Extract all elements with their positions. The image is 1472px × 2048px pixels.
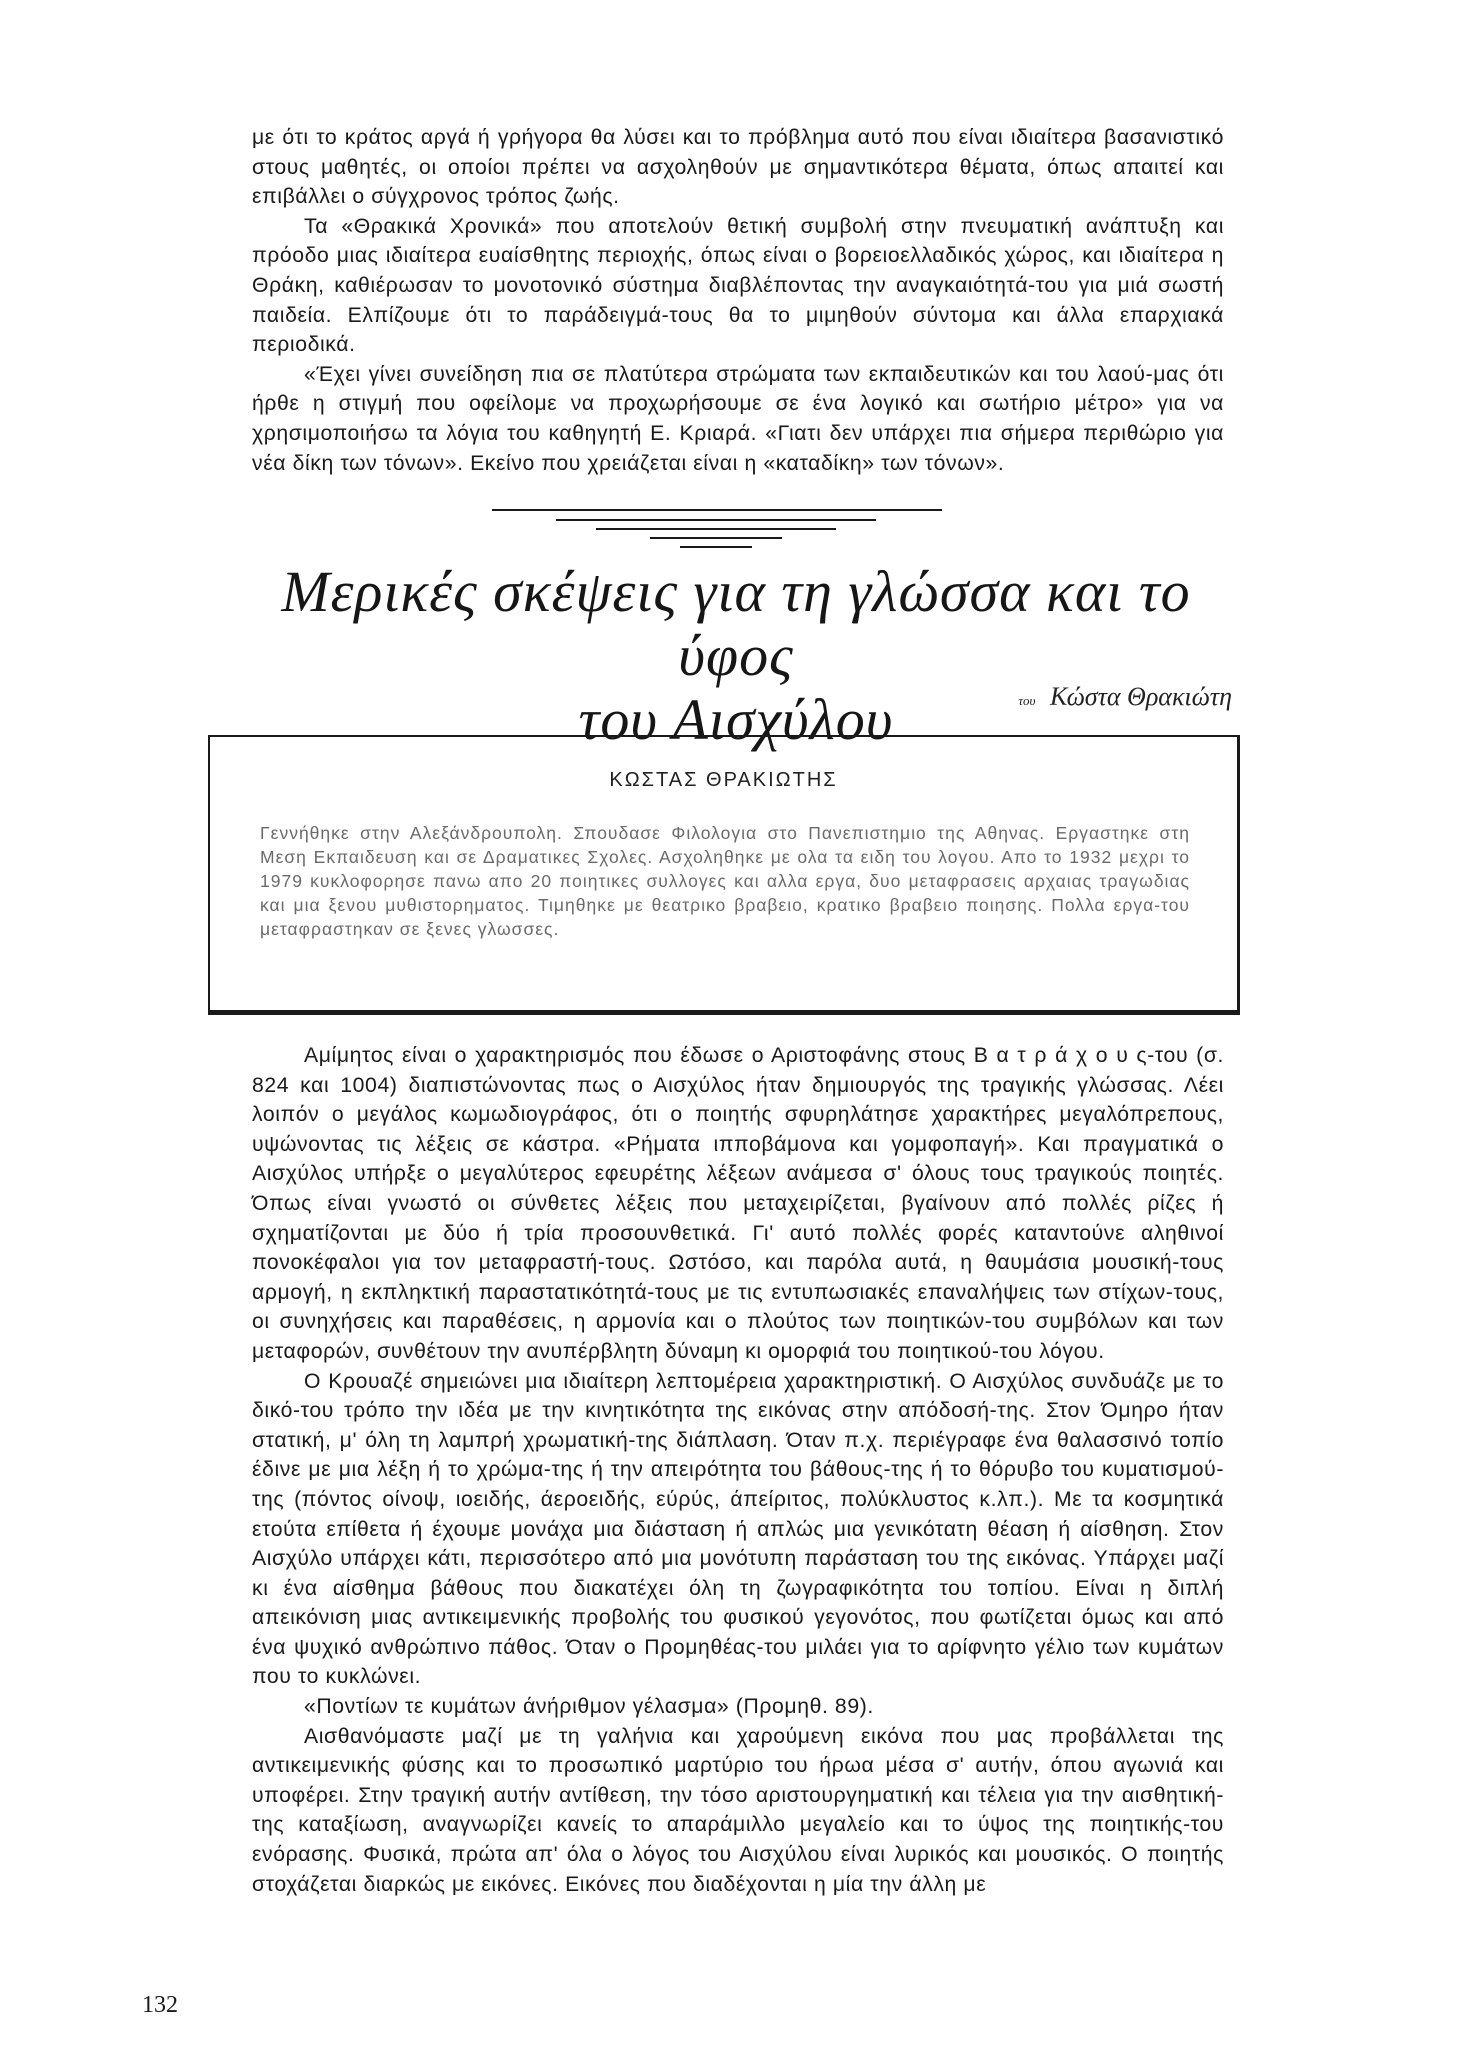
intro-paragraph-2: Τα «Θρακικά Χρονικά» που αποτελούν θετική συμβολή στην πνευματική ανάπτυξη και πρόοδο μιας ιδιαίτερα ευαίσθητης περιοχής, όπως είναι ο βορειοελλαδικός χώρος, και ιδιαίτερα η Θράκη, καθιέρωσαν το μονοτονικό σύστημα διαβλέποντας την αναγκαιότητά-του για μιά σωστή παιδεία. Ελπίζουμε ότι το παράδειγμά-τους θα το μιμηθούν σύντομα και άλλα επαρχιακά περιοδικά. — [252, 214, 1224, 357]
intro-paragraph-1: με ότι το κράτος αργά ή γρήγορα θα λύσει και το πρόβλημα αυτό που είναι ιδιαίτερα βασανιστικό στους μαθητές, οι οποίοι πρέπει να ασχοληθούν με σημαντικότερα θέματα, όπως απαιτεί και επιβάλλει ο σύγχρονος τρόπος ζωής. — [252, 126, 1224, 209]
body-paragraph-2: Ο Κρουαζέ σημειώνει μια ιδιαίτερη λεπτομέρεια χαρακτηριστική. Ο Αισχύλος συνδυάζε με το δικό-του τρόπο την ιδέα με την κινητικότητα της εικόνας στην απόδοσή-της. Στον Όμηρο ήταν στατική, μ' όλη τη λαμπρή χρωματική-της διάπλαση. Όταν π.χ. περιέγραφε ένα θαλασσινό τοπίο έδινε με μια λέξη ή το χρώμα-της ή την απειρότητα του βάθους-της ή το θόρυβο του κυματισμού-της (πόντος οίνοψ, ιοειδής, άεροειδής, εύρύς, άπείριτος, πολύκλυστος κ.λπ.). Με τα κοσμητικά ετούτα επίθετα ή έχουμε μονάχα μια διάσταση ή απλώς μια γενικότατη θέαση ή αίσθηση. Στον Αισχύλο υπάρχει κάτι, περισσότερο από μια μονότυπη παράσταση του της εικόνας. Υπάρχει μαζί κι ένα αίσθημα βάθους που διακατέχει όλη τη ζωγραφικότητα του τοπίου. Είναι η διπλή απεικόνιση μιας αντικειμενικής προβολής του φυσικού γεγονότος, που φωτίζεται όμως και από ένα ψυχικό ανθρώπινο πάθος. Όταν ο Προμηθέας-του μιλάει για το αρίφνητο γέλιο των κυμάτων που το κυκλώνει. — [252, 1369, 1224, 1689]
author-bio-box — [208, 735, 1240, 1015]
ornament-rule-4 — [650, 537, 782, 539]
intro-paragraph-3: «Έχει γίνει συνείδηση πια σε πλατύτερα στρώματα των εκπαιδευτικών και του λαού-μας ότι ήρθε η στιγμή που οφείλομε να προχωρήσουμε σε ένα λογικό και σωτήριο μέτρο» για να χρησιμοποιήσω τα λόγια του καθηγητή Ε. Κριαρά. «Γιατι δεν υπάρχει πια σήμερα περιθώριο για νέα δίκη των τόνων». Εκείνο που χρειάζεται είναι η «καταδίκη» των τόνων». — [252, 362, 1224, 475]
bio-text: Γεννήθηκε στην Αλεξάνδρουπολη. Σπουδασε Φιλολογια στο Πανεπιστημιο της Αθηνας. Εργαστηκε στη Μεση Εκπαιδευση και σε Δραματικες Σχολες. Ασχοληθηκε με ολα τα ειδη του λογου. Απο το 1932 μεχρι το 1979 κυκλοφορησε πανω απο 20 ποιητικες συλλογες και αλλα εργα, δυο μεταφρασεις αρχαιας τραγωδιας και μια ξενου μυθιστορηματος. Τιμηθηκε με θεατρικο βραβειο, κρατικο βραβειο ποιησης. Πολλα εργα-του μεταφραστηκαν σε ξενες γλωσσες. — [260, 823, 1190, 939]
ornament-rule-5 — [680, 546, 752, 548]
article-title-line-1: Μερικές σκέψεις για τη γλώσσα και το ύφος — [281, 559, 1191, 688]
ornament-rule-3 — [596, 528, 836, 530]
article-title-line-2: του Αισχύλου — [578, 687, 894, 752]
byline-author: Κώστα Θρακιώτη — [1050, 682, 1232, 711]
body-quote: «Ποντίων τε κυμάτων άνήριθμον γέλασμα» (Προμηθ. 89). — [304, 1695, 874, 1719]
article-byline — [860, 682, 1232, 716]
article-title — [236, 560, 1236, 752]
article-body — [252, 1041, 1224, 1899]
ornament-rule-1 — [492, 509, 942, 511]
intro-text — [252, 123, 1224, 478]
byline-prefix: του — [1018, 693, 1036, 708]
ornament-rule-2 — [556, 519, 876, 521]
page-number: 132 — [142, 1992, 178, 2018]
body-paragraph-3: Αισθανόμαστε μαζί με τη γαλήνια και χαρούμενη εικόνα που μας προβάλλεται της αντικειμενικής φύσης και το προσωπικό μαρτύριο του ήρωα μέσα σ' αυτήν, όπου αγωνιά και υποφέρει. Στην τραγική αυτήν αντίθεση, την τόσο αριστουργηματική και τέλεια για την αισθητική-της καταξίωση, αναγνωρίζει κανείς το απαράμιλλο μεγαλείο και το ύψος της ποιητικής-του ενόρασης. Φυσικά, πρώτα απ' όλα ο λόγος του Αισχύλου είναι λυρικός και μουσικός. Ο ποιητής στοχάζεται διαρκώς με εικόνες. Εικόνες που διαδέχονται η μία την άλλη με — [252, 1724, 1224, 1896]
body-paragraph-1: Αμίμητος είναι ο χαρακτηρισμός που έδωσε ο Αριστοφάνης στους Β α τ ρ ά χ ο υ ς-του (σ. 824 και 1004) διαπιστώνοντας πως ο Αισχύλος ήταν δημιουργός της τραγικής γλώσσας. Λέει λοιπόν ο μεγάλος κωμωδιογράφος, ότι ο ποιητής σφυρηλάτησε χαρακτήρες μεγαλόπρεπους, υψώνοντας τις λέξεις σε κάστρα. «Ρήματα ιπποβάμονα και γομφοπαγή». Και πραγματικά ο Αισχύλος υπήρξε ο μεγαλύτερος εφευρέτης λέξεων ανάμεσα σ' όλους τους τραγικούς ποιητές. Όπως είναι γνωστό οι σύνθετες λέξεις που μεταχειρίζεται, βγαίνουν από πολλές ρίζες ή σχηματίζονται με δύο ή τρία προσουνθετικά. Γι' αυτό πολλές φορές καταντούνε αληθινοί πονοκέφαλοι για τον μεταφραστή-τους. Ωστόσο, και παρόλα αυτά, η θαυμάσια μουσική-τους αρμογή, η εκπληκτική παραστατικότητά-τους με τις εντυπωσιακές επαναλήψεις των στίχων-τους, οι συνηχήσεις και παραθέσεις, η αρμονία και ο πλούτος των ποιητικών-του συμβόλων και των μεταφορών, συνθέτουν την ανυπέρβλητη δύναμη κι ομορφιά του ποιητικού-του λόγου. — [252, 1044, 1224, 1363]
bio-author-name: ΚΩΣΤΑΣ ΘΡΑΚΙΩΤΗΣ — [609, 769, 838, 791]
